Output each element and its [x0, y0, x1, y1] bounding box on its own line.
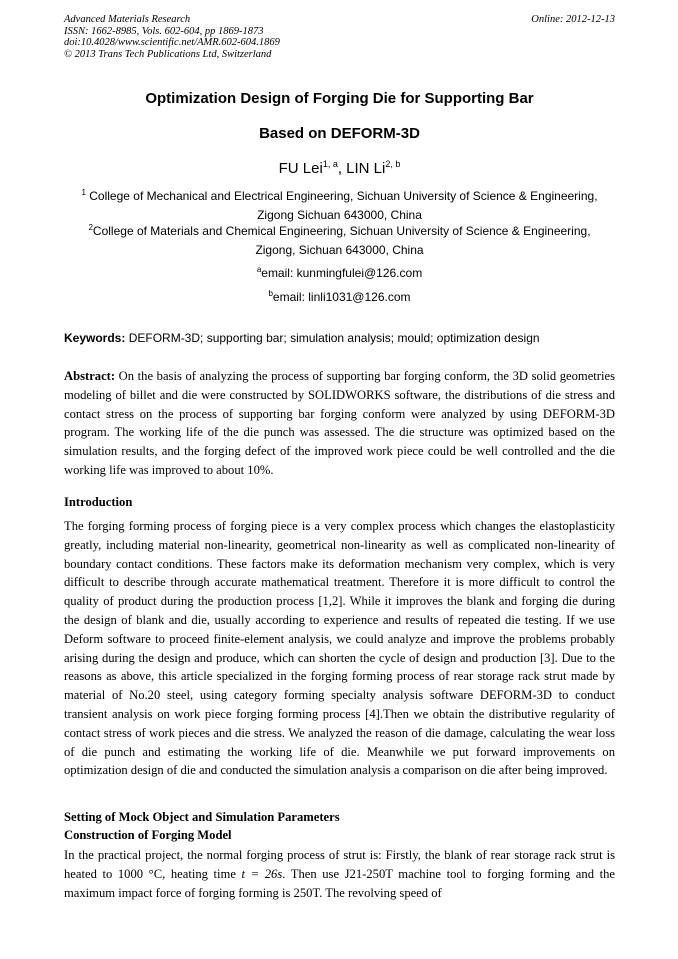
affiliation-2-line-1: $^2$College of Materials and Chemical Engineering, Sichuan University of Science & Engineering,: [88, 223, 591, 238]
keywords-label: Keywords:: [64, 331, 126, 345]
keywords: [64, 330, 615, 346]
introduction-text: The forging forming process of forging piece is a very complex process which changes the elastoplasticity greatly, including material non-linearity, geometrical non-linearity as well as complicated non-linearity of boundary contact conditions. These factors make its deformation mechanism very complex, which is very difficult to describe through accurate mathematical treatment. Therefore it is more difficult to control the quality of product during the production process [1,2]. While it improves the blank and forging die during the design of blank and die, usually according to experience and results of repeated die testing. If we use Deform software to proceed finite-element analysis, we could analyze and improve the problems probably arising during the design and produce, which can shorten the cycle of design and production [3]. Due to the reasons as above, this article specialized in the forging forming process of rear storage rack strut made by material of No.20 steel, using category forming specialty analysis software DEFORM-3D to conduct transient analysis on work piece forging forming process [4].Then we obtain the distributive regularity of contact stress of work pieces and die stress. We analyzed the reason of die damage, calculating the wear loss of die punch and estimating the working life of die. Meanwhile we put forward improvements on optimization design of die and conducted the simulation analysis a comparison on die after being improved.: [64, 519, 615, 778]
copyright-line: © 2013 Trans Tech Publications Ltd, Switzerland: [64, 48, 272, 60]
author-1-name: FU Lei: [278, 160, 323, 177]
introduction-heading: Introduction: [64, 495, 133, 509]
affiliation-1-line-1: $^1$ College of Mechanical and Electrical Engineering, Sichuan University of Science & Engineering,: [81, 188, 598, 203]
abstract-text: On the basis of analyzing the process of supporting bar forging conform, the 3D solid geometries modeling of billet and die were constructed by SOLIDWORKS software, the distributions of die stress and contact stress on the process of supporting bar forging conform were analyzed by using DEFORM-3D program. The working life of the die punch was assessed. The die structure was optimized based on the simulation results, and the forging defect of the improved work piece could be well controlled and the die working life was improved to about 10%.: [64, 369, 615, 477]
affiliation-2-line-2: Zigong, Sichuan 643000, China: [255, 243, 424, 257]
keywords-text: DEFORM-3D; supporting bar; simulation analysis; mould; optimization design: [125, 331, 540, 345]
subsection-heading: Construction of Forging Model: [64, 828, 232, 842]
section-heading: Setting of Mock Object and Simulation Parameters: [64, 810, 340, 824]
paper-title-line-1: Optimization Design of Forging Die for Supporting Bar: [145, 90, 534, 107]
author-2-superscript: 2, b: [385, 159, 401, 169]
abstract: [64, 367, 615, 480]
journal-header: [64, 14, 615, 60]
abstract-label: Abstract:: [64, 369, 116, 383]
online-date: Online: 2012-12-13: [531, 14, 615, 25]
affiliation-2-mark: 2: [88, 223, 93, 232]
author-line: [64, 160, 615, 177]
affiliation-2: [64, 222, 615, 260]
heating-time-formula: t = 26s: [241, 866, 283, 881]
author-1-superscript: 1, a: [322, 159, 338, 169]
email-b: $^b$email: linli1031@126.com: [268, 289, 411, 304]
issn-line: ISSN: 1662-8985, Vols. 602-604, pp 1869-1873: [64, 25, 264, 37]
author-2-name: LIN Li: [346, 160, 386, 177]
doi-line: doi:10.4028/www.scientific.net/AMR.602-604.1869: [64, 37, 280, 49]
affiliation-1-line-2: Zigong Sichuan 643000, China: [257, 208, 422, 222]
email-b-mark: b: [268, 289, 273, 298]
email-a-mark: a: [256, 265, 262, 274]
affiliation-1-mark: 1: [81, 188, 86, 197]
paper-title-line-2: Based on DEFORM-3D: [259, 125, 420, 142]
section-text: In the practical project, the normal forging process of strut is: Firstly, the blank of rear storage rack strut is heated to 1000 °C, heating time t = 26s. Then use J21-250T machine tool to forging forming and the maximum impact force of forging forming is 250T. The revolving speed of: [64, 848, 615, 900]
author-separator: ,: [337, 160, 347, 177]
affiliation-1: [64, 187, 615, 225]
email-a: $^a$email: kunmingfulei@126.com: [256, 265, 423, 280]
journal-name: Advanced Materials Research: [64, 14, 191, 25]
